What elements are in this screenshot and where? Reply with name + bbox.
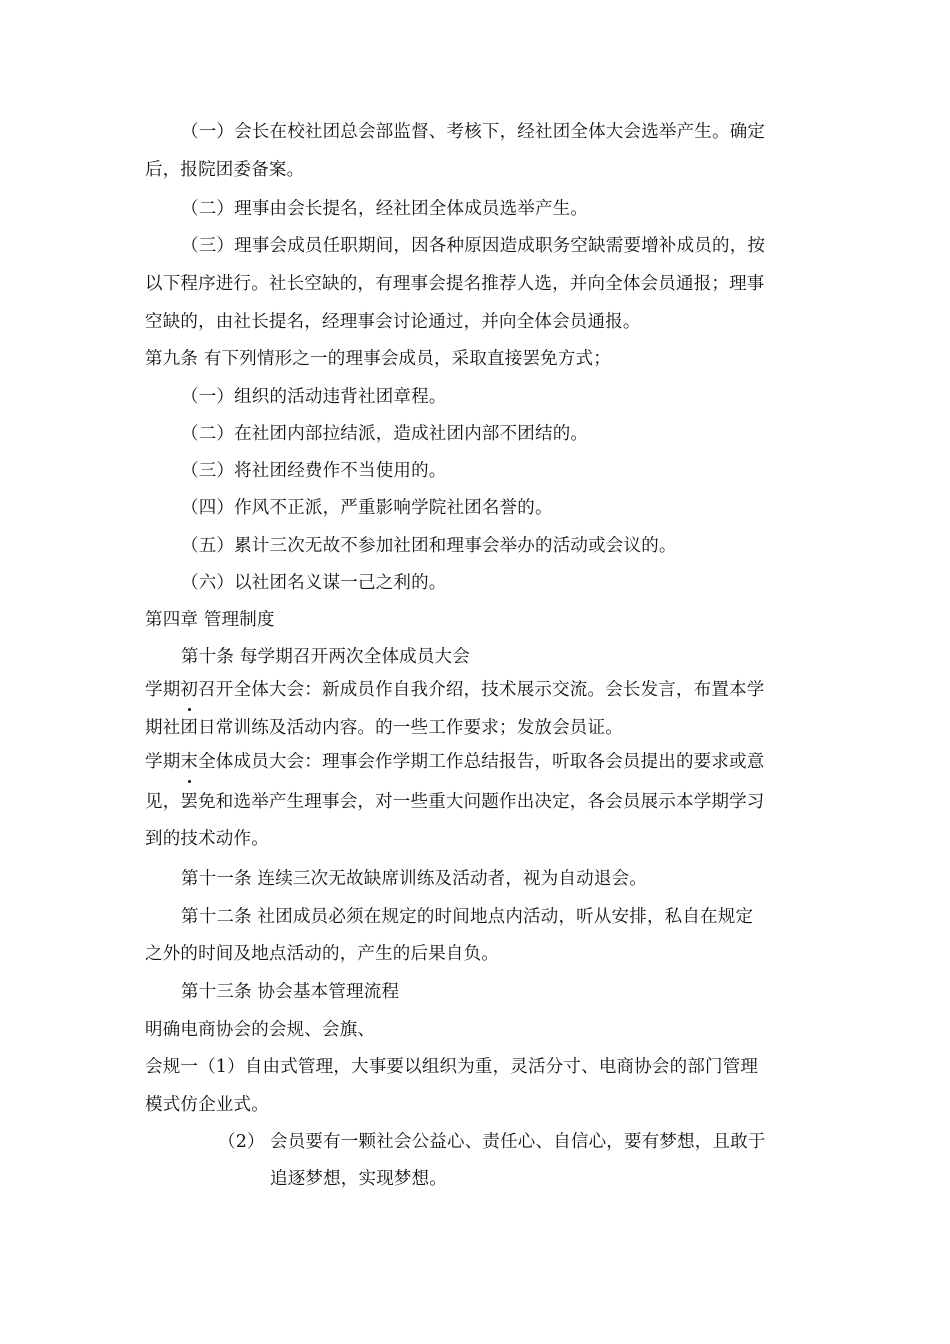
list-item-text: 追逐梦想，实现梦想。 xyxy=(270,1169,447,1189)
paragraph-line xyxy=(145,750,765,774)
text-segment: 召开全体大会：新成员作自我介绍，技术展示交流。会长发言，布置本学 xyxy=(198,680,765,700)
list-item: （五）累计三次无故不参加社团和理事会举办的活动或会议的。 xyxy=(181,536,677,556)
paragraph-line xyxy=(145,678,765,702)
text-segment: 学期 xyxy=(145,752,181,772)
list-item: （二）在社团内部拉结派，造成社团内部不团结的。 xyxy=(181,424,589,444)
chapter-heading: 第四章 管理制度 xyxy=(145,610,275,630)
list-item: （一）组织的活动违背社团章程。 xyxy=(181,387,447,407)
list-item: （四）作风不正派，严重影响学院社团名誉的。 xyxy=(181,498,553,518)
paragraph-line: （一）会长在校社团总会部监督、考核下，经社团全体大会选举产生。确定 xyxy=(181,122,766,142)
article-line: 第十一条 连续三次无故缺席训练及活动者，视为自动退会。 xyxy=(181,869,647,889)
article-heading: 第十条 每学期召开两次全体成员大会 xyxy=(181,647,470,667)
list-item: （六）以社团名义谋一己之利的。 xyxy=(181,573,447,593)
paragraph-line: （三）理事会成员任职期间，因各种原因造成职务空缺需要增补成员的，按 xyxy=(181,236,766,256)
list-item-text: 会员要有一颗社会公益心、责任心、自信心，要有梦想，且敢于 xyxy=(270,1132,766,1152)
emphasis-dot-char: 末 xyxy=(180,752,199,772)
paragraph-line: 后，报院团委备案。 xyxy=(145,160,305,180)
paragraph-line: 空缺的，由社长提名，经理事会讨论通过，并向全体会员通报。 xyxy=(145,312,641,332)
paragraph-line: 见，罢免和选举产生理事会，对一些重大问题作出决定，各会员展示本学期学习 xyxy=(145,792,765,812)
article-heading: 第九条 有下列情形之一的理事会成员，采取直接罢免方式； xyxy=(145,349,611,369)
article-heading: 第十三条 协会基本管理流程 xyxy=(181,982,400,1002)
paragraph-line: 到的技术动作。 xyxy=(145,829,269,849)
emphasis-dot-char: 初 xyxy=(180,680,199,700)
paragraph-line: 期社团日常训练及活动内容。的一些工作要求；发放会员证。 xyxy=(145,718,623,738)
list-number: （2） xyxy=(218,1132,265,1152)
paragraph-line: 模式仿企业式。 xyxy=(145,1095,269,1115)
text-segment: 学期 xyxy=(145,680,181,700)
paragraph-line: 以下程序进行。社长空缺的，有理事会提名推荐人选，并向全体会员通报；理事 xyxy=(145,274,765,294)
paragraph-line: 明确电商协会的会规、会旗、 xyxy=(145,1020,376,1040)
paragraph-line: 之外的时间及地点活动的，产生的后果自负。 xyxy=(145,944,499,964)
article-line: 第十二条 社团成员必须在规定的时间地点内活动，听从安排，私自在规定 xyxy=(181,907,754,927)
list-item: （三）将社团经费作不当使用的。 xyxy=(181,461,447,481)
text-segment: 全体成员大会：理事会作学期工作总结报告，听取各会员提出的要求或意 xyxy=(198,752,765,772)
paragraph-line: （二）理事由会长提名，经社团全体成员选举产生。 xyxy=(181,199,589,219)
paragraph-line: 会规一（1）自由式管理，大事要以组织为重，灵活分寸、电商协会的部门管理 xyxy=(145,1057,759,1077)
